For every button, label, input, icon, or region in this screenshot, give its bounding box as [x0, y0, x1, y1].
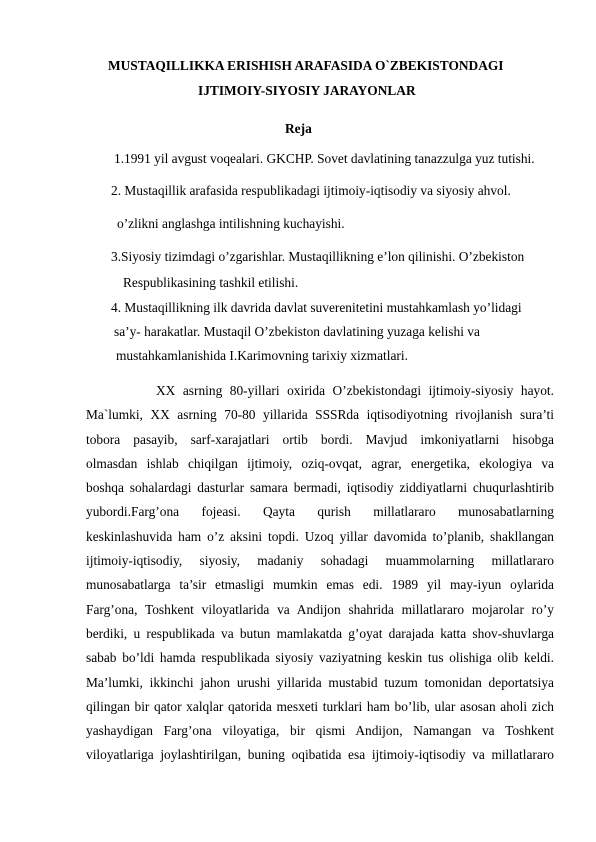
plan-heading: Reja — [285, 121, 312, 136]
paragraph-line: keskinlashuvida ham o’z aksini topdi. Uzoq yillar davomida to’planib, shakllangan — [86, 528, 554, 544]
paragraph-line: tobora pasayib, sarf-xarajatlari ortib bordi. Mavjud imkoniyatlarni hisobga — [86, 431, 554, 447]
paragraph-line: yubordi.Farg’ona fojeasi. Qayta qurish millatlararo munosabatlarning — [86, 504, 554, 520]
paragraph-line: Ma’lumki, ikkinchi jahon urushi yillarida mustabid tuzum tomonidan deportatsiya — [86, 674, 554, 690]
paragraph-line: olmasdan ishlab chiqilgan ijtimoiy, oziq-ovqat, agrar, energetika, ekologiya va — [86, 455, 554, 471]
paragraph-line: XX asrning 80-yillari oxirida O’zbekistondagi ijtimoiy-siyosiy hayot. — [156, 383, 554, 398]
plan-item-3-cont: Respublikasining tashkil etilishi. — [123, 275, 299, 290]
paragraph-line: boshqa sohalardagi dasturlar samara bermadi, iqtisodiy ziddiyatlarni chuqurlashtirib — [86, 480, 554, 496]
paragraph-line: sabab bo’ldi hamda respublikada siyosiy vaziyatning keskin tus olishiga olib keldi. — [86, 650, 554, 666]
paragraph-line: yashaydigan Farg’ona viloyatiga, bir qismi Andijon, Namangan va Toshkent — [86, 723, 554, 739]
paragraph-line: ijtimoiy-iqtisodiy, siyosiy, madaniy sohadagi muammolarning millatlararo — [86, 553, 554, 569]
plan-item-1: 1.1991 yil avgust voqealari. GKCHP. Sovet davlatining tanazzulga yuz tutishi. — [114, 151, 535, 166]
title-line-1: MUSTAQILLIKKA ERISHISH ARAFASIDA O`ZBEKISTONDAGI — [108, 58, 504, 73]
paragraph-line: berdiki, u respublikada va butun mamlakatda g’oyat darajada katta shov-shuvlarga — [86, 625, 554, 641]
paragraph-line: viloyatlariga joylashtirilgan, buning oqibatida esa ijtimoiy-iqtisodiy va millatlararo — [86, 747, 554, 763]
plan-item-3: 3.Siyosiy tizimdagi o’zgarishlar. Mustaqillikning e’lon qilinishi. O’zbekiston — [111, 249, 525, 264]
plan-item-4: 4. Mustaqillikning ilk davrida davlat suverenitetini mustahkamlash yo’lidagi — [111, 300, 522, 315]
plan-item-4-cont-1: sa’y- harakatlar. Mustaqil O’zbekiston davlatining yuzaga kelishi va — [114, 324, 480, 339]
paragraph-line: munosabatlarga ta’sir etmasligi mumkin emas edi. 1989 yil may-iyun oylarida — [86, 577, 554, 593]
plan-item-2: 2. Mustaqillik arafasida respublikadagi ijtimoiy-iqtisodiy va siyosiy ahvol. — [111, 183, 511, 198]
plan-item-4-cont-2: mustahkamlanishida I.Karimovning tarixiy xizmatlari. — [116, 348, 408, 363]
body-paragraph — [86, 379, 554, 768]
paragraph-line: Ma`lumki, XX asrning 70-80 yillarida SSSRda iqtisodiyotning rivojlanish sura’ti — [86, 407, 554, 423]
plan-item-2-cont: o’zlikni anglashga intilishning kuchayishi. — [117, 216, 345, 231]
title-line-2: IJTIMOIY-SIYOSIY JARAYONLAR — [198, 83, 416, 98]
paragraph-line: qilingan bir qator xalqlar qatorida mesxeti turklari ham bo’lib, ular asosan aholi zich — [86, 698, 554, 714]
paragraph-line: Farg’ona, Toshkent viloyatlarida va Andijon shahrida millatlararo mojarolar ro’y — [86, 601, 554, 617]
